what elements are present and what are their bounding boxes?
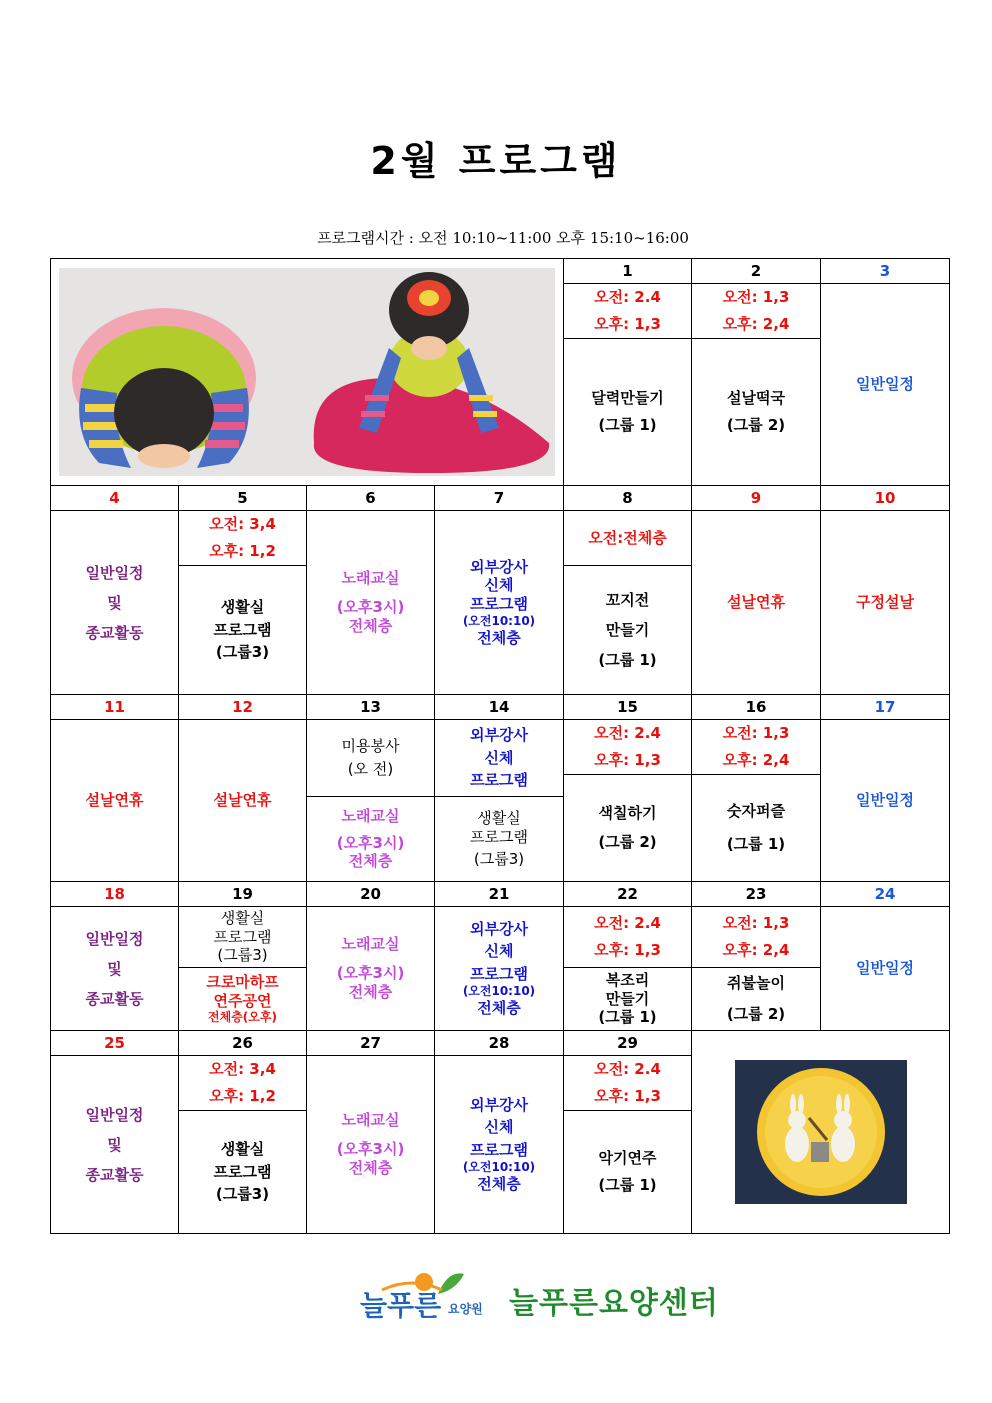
day-14-morning: 외부강사 신체 프로그램 (435, 720, 564, 797)
day-3-event: 일반일정 (821, 284, 950, 486)
day-12: 12 (179, 695, 307, 720)
day-17: 17 (821, 695, 950, 720)
day-13: 13 (307, 695, 435, 720)
day-19: 19 (179, 882, 307, 907)
day-22-groups: 오전: 2.4 오후: 1,3 (564, 907, 692, 968)
day-29-groups: 오전: 2.4 오후: 1,3 (564, 1056, 692, 1111)
day-21-event: 외부강사 신체 프로그램 (오전10:10) 전체층 (435, 907, 564, 1031)
day-26-groups: 오전: 3,4 오후: 1,2 (179, 1056, 307, 1111)
day-29-activity: 악기연주 (그룹 1) (564, 1111, 692, 1234)
day-5: 5 (179, 486, 307, 511)
day-20-event: 노래교실 (오후3시) 전체층 (307, 907, 435, 1031)
day-15-activity: 색칠하기 (그룹 2) (564, 775, 692, 882)
day-12-event: 설날연휴 (179, 720, 307, 882)
day-1-activity: 달력만들기 (그룹 1) (564, 339, 692, 486)
day-2-activity: 설날떡국 (그룹 2) (692, 339, 821, 486)
day-26-activity: 생활실 프로그램 (그룹3) (179, 1111, 307, 1234)
day-10-event: 구정설날 (821, 511, 950, 695)
day-13-afternoon: 노래교실 (오후3시) 전체층 (307, 797, 435, 882)
day-23-groups: 오전: 1,3 오후: 2,4 (692, 907, 821, 968)
day-27: 27 (307, 1031, 435, 1056)
center-logo (352, 1268, 742, 1328)
day-3: 3 (821, 259, 950, 284)
day-1: 1 (564, 259, 692, 284)
day-20: 20 (307, 882, 435, 907)
day-23: 23 (692, 882, 821, 907)
day-8-groups: 오전:전체층 (564, 511, 692, 566)
day-8-activity: 꼬지전 만들기 (그룹 1) (564, 566, 692, 695)
day-2-groups: 오전: 1,3 오후: 2,4 (692, 284, 821, 339)
day-24: 24 (821, 882, 950, 907)
header-illustration (51, 259, 564, 486)
day-11-event: 설날연휴 (51, 720, 179, 882)
day-26: 26 (179, 1031, 307, 1056)
day-16: 16 (692, 695, 821, 720)
program-time: 프로그램시간 : 오전 10:10~11:00 오후 15:10~16:00 (317, 229, 689, 247)
day-6: 6 (307, 486, 435, 511)
day-21: 21 (435, 882, 564, 907)
day-27-event: 노래교실 (오후3시) 전체층 (307, 1056, 435, 1234)
day-24-event: 일반일정 (821, 907, 950, 1031)
day-5-groups: 오전: 3,4 오후: 1,2 (179, 511, 307, 566)
day-5-activity: 생활실 프로그램 (그룹3) (179, 566, 307, 695)
day-19-afternoon: 크로마하프 연주공연 전체층(오후) (179, 968, 307, 1031)
day-16-activity: 숫자퍼즐 (그룹 1) (692, 775, 821, 882)
day-25-event: 일반일정 및 종교활동 (51, 1056, 179, 1234)
logo-mark-text: 늘푸른 (360, 1289, 442, 1322)
day-14: 14 (435, 695, 564, 720)
day-14-afternoon: 생활실 프로그램 (그룹3) (435, 797, 564, 882)
day-8: 8 (564, 486, 692, 511)
day-28-event: 외부강사 신체 프로그램 (오전10:10) 전체층 (435, 1056, 564, 1234)
day-22: 22 (564, 882, 692, 907)
day-29: 29 (564, 1031, 692, 1056)
day-22-activity: 복조리 만들기 (그룹 1) (564, 968, 692, 1031)
day-18-event: 일반일정 및 종교활동 (51, 907, 179, 1031)
day-4-event: 일반일정 및 종교활동 (51, 511, 179, 695)
footer-illustration (692, 1031, 950, 1234)
day-1-groups: 오전: 2.4 오후: 1,3 (564, 284, 692, 339)
moon-rabbits-illustration (735, 1060, 907, 1204)
day-18: 18 (51, 882, 179, 907)
day-25: 25 (51, 1031, 179, 1056)
day-6-event: 노래교실 (오후3시) 전체층 (307, 511, 435, 695)
page-title: 2월 프로그램 (370, 139, 622, 183)
day-17-event: 일반일정 (821, 720, 950, 882)
day-11: 11 (51, 695, 179, 720)
day-13-morning: 미용봉사 (오 전) (307, 720, 435, 797)
day-9: 9 (692, 486, 821, 511)
day-19-morning: 생활실 프로그램 (그룹3) (179, 907, 307, 968)
day-23-activity: 쥐불놀이 (그룹 2) (692, 968, 821, 1031)
day-15: 15 (564, 695, 692, 720)
day-28: 28 (435, 1031, 564, 1056)
day-4: 4 (51, 486, 179, 511)
day-10: 10 (821, 486, 950, 511)
logo-mark-sub: 요양원 (448, 1302, 483, 1316)
bowing-hanbok-children-illustration (59, 268, 555, 476)
day-9-event: 설날연휴 (692, 511, 821, 695)
day-16-groups: 오전: 1,3 오후: 2,4 (692, 720, 821, 775)
day-7-event: 외부강사 신체 프로그램 (오전10:10) 전체층 (435, 511, 564, 695)
program-calendar (50, 258, 950, 1234)
day-2: 2 (692, 259, 821, 284)
center-name: 늘푸른요양센터 (509, 1286, 719, 1321)
day-15-groups: 오전: 2.4 오후: 1,3 (564, 720, 692, 775)
day-7: 7 (435, 486, 564, 511)
